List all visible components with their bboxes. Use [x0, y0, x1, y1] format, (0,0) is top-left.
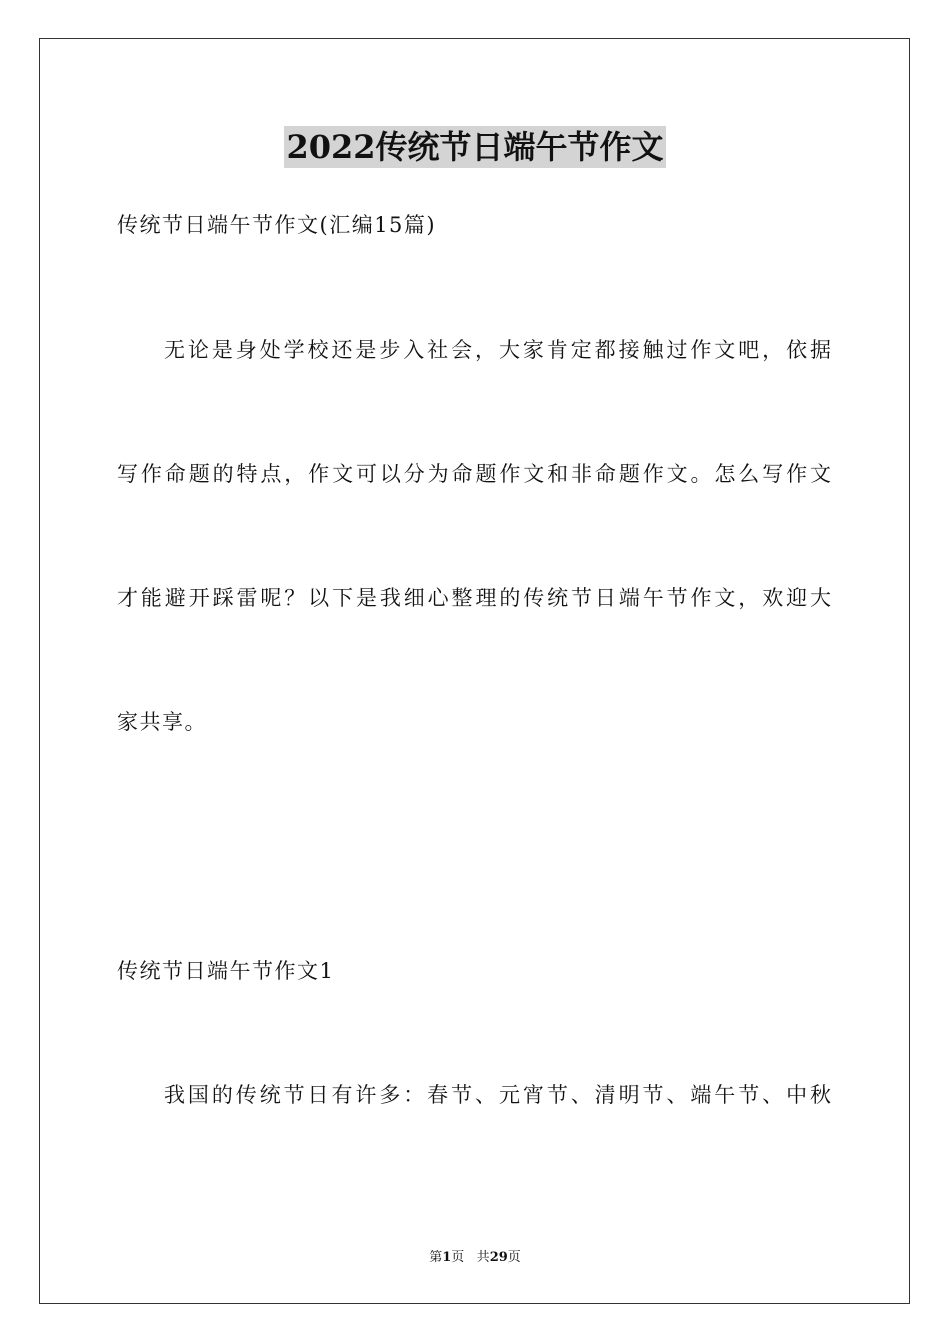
page-footer: [0, 1249, 950, 1267]
intro-paragraph-line: 家共享。: [117, 710, 207, 734]
section-heading: 传统节日端午节作文1: [117, 959, 335, 983]
footer-total-prefix: 共: [476, 1250, 490, 1265]
document-subtitle: 传统节日端午节作文(汇编15篇): [117, 213, 437, 237]
footer-page-total: 29: [489, 1250, 508, 1265]
footer-page-current: 1: [442, 1250, 452, 1265]
title-container: [0, 126, 950, 168]
intro-paragraph-line: 写作命题的特点，作文可以分为命题作文和非命题作文。怎么写作文: [117, 462, 831, 486]
document-title: 2022传统节日端午节作文: [286, 128, 664, 166]
section-paragraph-line: 我国的传统节日有许多：春节、元宵节、清明节、端午节、中秋: [164, 1083, 831, 1107]
footer-page-suffix: 页: [451, 1250, 465, 1265]
footer-page-prefix: 第: [429, 1250, 443, 1265]
footer-total-suffix: 页: [507, 1250, 521, 1265]
intro-paragraph-line: 才能避开踩雷呢？以下是我细心整理的传统节日端午节作文，欢迎大: [117, 586, 831, 610]
intro-paragraph-line: 无论是身处学校还是步入社会，大家肯定都接触过作文吧，依据: [164, 338, 831, 362]
